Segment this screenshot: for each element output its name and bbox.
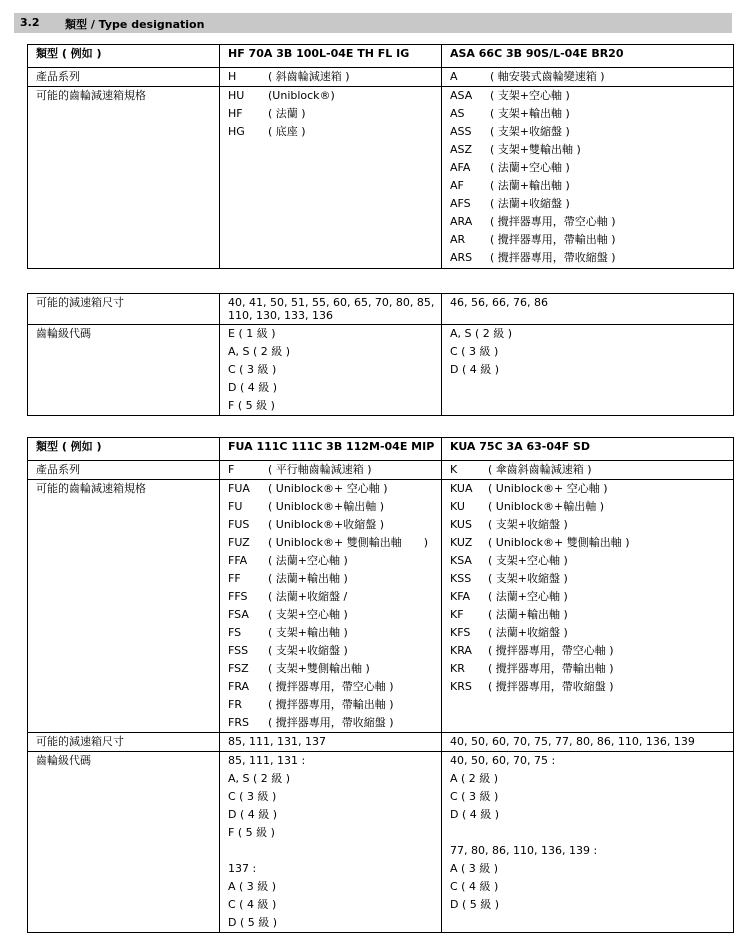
table-header-row xyxy=(28,45,734,68)
item-code: FR xyxy=(228,698,242,711)
item-description: ( 攪拌器專用，帶空心軸 ) xyxy=(268,680,394,693)
list-item xyxy=(450,642,733,660)
codes-asa xyxy=(442,325,734,416)
list-item: C ( 4 級 ) xyxy=(450,880,499,893)
list-item xyxy=(450,498,733,516)
sizes-row xyxy=(28,294,734,325)
series-row xyxy=(28,461,734,480)
item-description: ( 攪拌器專用，帶輸出軸 ) xyxy=(488,662,614,675)
item-description: ( 支架+收縮盤 ) xyxy=(268,644,348,657)
list-item: F ( 5 級 ) xyxy=(228,826,275,839)
item-description: ( 法蘭 ) xyxy=(268,107,306,120)
type-label: 類型 ( 例如 ) xyxy=(28,45,220,68)
item-description: ( 攪拌器專用，帶空心軸 ) xyxy=(488,644,614,657)
item-code: ASS xyxy=(450,125,472,138)
list-item xyxy=(450,534,733,552)
list-item xyxy=(450,624,733,642)
list-item xyxy=(450,123,733,141)
list-item xyxy=(450,660,733,678)
item-code: HG xyxy=(228,125,245,138)
item-code: FRS xyxy=(228,716,249,729)
item-description: ( 支架+收縮盤 ) xyxy=(488,518,568,531)
item-code: ARA xyxy=(450,215,473,228)
item-description: ( 支架+空心軸 ) xyxy=(488,554,568,567)
item-description: ( 支架+輸出軸 ) xyxy=(268,626,348,639)
list-item xyxy=(450,177,733,195)
item-code: KUS xyxy=(450,518,472,531)
versions-asa xyxy=(442,87,734,269)
item-code: KRS xyxy=(450,680,472,693)
item-code: KUA xyxy=(450,482,473,495)
series-fua: F ( 平行軸齒輪減速箱 ) xyxy=(220,461,442,480)
item-description: ( 法蘭+輸出軸 ) xyxy=(488,608,568,621)
list-item: C ( 4 級 ) xyxy=(228,898,277,911)
item-description: ( 支架+輸出軸 ) xyxy=(490,107,570,120)
list-item xyxy=(450,606,733,624)
list-item: A, S ( 2 級 ) xyxy=(228,345,291,358)
list-item: 137 : xyxy=(228,862,257,875)
item-description: ( Uniblock®+收縮盤 ) xyxy=(268,518,385,531)
item-code: FUS xyxy=(228,518,250,531)
type-example-asa: ASA 66C 3B 90S/L-04E BR20 xyxy=(442,45,734,68)
item-description: ( 支架+收縮盤 ) xyxy=(488,572,568,585)
versions-row xyxy=(28,480,734,733)
list-item: A ( 3 級 ) xyxy=(228,880,277,893)
item-description: ( 支架+雙側輸出軸 ) xyxy=(268,662,370,675)
item-description: ( 攪拌器專用，帶輸出軸 ) xyxy=(268,698,394,711)
list-item xyxy=(228,87,441,105)
list-item: C ( 3 級 ) xyxy=(450,345,499,358)
type-example-kua: KUA 75C 3A 63-04F SD xyxy=(442,438,734,461)
list-item xyxy=(228,606,441,624)
sizes-kua: 40, 50, 60, 70, 75, 77, 80, 86, 110, 136, 139 xyxy=(442,733,734,752)
item-description: ( 法蘭+空心軸 ) xyxy=(488,590,568,603)
item-description: ( 支架+空心軸 ) xyxy=(490,89,570,102)
codes-fua xyxy=(220,752,442,933)
item-code: FSS xyxy=(228,644,249,657)
item-description: ( 法蘭+空心軸 ) xyxy=(268,554,348,567)
codes-kua xyxy=(442,752,734,933)
item-code: AFA xyxy=(450,161,471,174)
type-example-hf: HF 70A 3B 100L-04E TH FL IG xyxy=(220,45,442,68)
item-code: FSZ xyxy=(228,662,249,675)
item-code: FSA xyxy=(228,608,249,621)
list-item: C ( 3 級 ) xyxy=(450,790,499,803)
item-description: ( 法蘭+輸出軸 ) xyxy=(268,572,348,585)
list-item xyxy=(228,480,441,498)
item-description: ( 法蘭+收縮盤 ) xyxy=(488,626,568,639)
sizes-label: 可能的減速箱尺寸 xyxy=(28,294,220,325)
item-description: ( 法蘭+輸出軸 ) xyxy=(490,179,570,192)
item-description: ( 支架+空心軸 ) xyxy=(268,608,348,621)
type-label: 類型 ( 例如 ) xyxy=(28,438,220,461)
list-item xyxy=(450,570,733,588)
item-description: ( 攪拌器專用，帶收縮盤 ) xyxy=(488,680,614,693)
item-code: KR xyxy=(450,662,465,675)
list-item xyxy=(228,570,441,588)
list-item: D ( 4 級 ) xyxy=(228,381,278,394)
list-item xyxy=(228,588,441,606)
list-item xyxy=(450,195,733,213)
item-code: FUA xyxy=(228,482,250,495)
list-item xyxy=(450,588,733,606)
item-code: FRA xyxy=(228,680,250,693)
list-item: 40, 50, 60, 70, 75 : xyxy=(450,754,556,767)
versions-row xyxy=(28,87,734,269)
item-description: ( 法蘭+收縮盤 / xyxy=(268,590,348,603)
list-item xyxy=(450,141,733,159)
section-number: 3.2 xyxy=(20,16,40,29)
item-code: KRA xyxy=(450,644,472,657)
item-code: KUZ xyxy=(450,536,473,549)
item-code: FU xyxy=(228,500,243,513)
item-code: KSS xyxy=(450,572,472,585)
list-item xyxy=(450,87,733,105)
list-item xyxy=(228,696,441,714)
list-item xyxy=(450,678,733,696)
list-item xyxy=(450,213,733,231)
sizes-asa: 46, 56, 66, 76, 86 xyxy=(442,294,734,325)
series-label: 產品系列 xyxy=(28,461,220,480)
list-item: D ( 4 級 ) xyxy=(228,808,278,821)
item-description: ( Uniblock®+輸出軸 ) xyxy=(488,500,605,513)
item-code: AFS xyxy=(450,197,471,210)
list-item xyxy=(228,678,441,696)
list-item: C ( 3 級 ) xyxy=(228,790,277,803)
list-item xyxy=(228,552,441,570)
list-item: D ( 4 級 ) xyxy=(450,363,500,376)
list-item xyxy=(450,552,733,570)
list-item: D ( 5 級 ) xyxy=(228,916,278,929)
item-description: ( 攪拌器專用，帶收縮盤 ) xyxy=(490,251,616,264)
item-code: KU xyxy=(450,500,465,513)
item-code: FF xyxy=(228,572,241,585)
item-code: FS xyxy=(228,626,242,639)
item-description: ( Uniblock®+ 空心軸 ) xyxy=(268,482,388,495)
list-item: C ( 3 級 ) xyxy=(228,363,277,376)
item-description: ( 法蘭+空心軸 ) xyxy=(490,161,570,174)
series-asa: A ( 軸安裝式齒輪變速箱 ) xyxy=(442,68,734,87)
item-description: ( 攪拌器專用，帶空心軸 ) xyxy=(490,215,616,228)
list-item xyxy=(450,480,733,498)
list-item xyxy=(450,231,733,249)
list-item xyxy=(228,714,441,732)
versions-label: 可能的齒輪減速箱規格 xyxy=(28,480,220,733)
versions-kua xyxy=(442,480,734,733)
list-item xyxy=(228,624,441,642)
list-item xyxy=(228,498,441,516)
list-item: 77, 80, 86, 110, 136, 139 : xyxy=(450,844,598,857)
series-label: 產品系列 xyxy=(28,68,220,87)
item-description: ( 支架+收縮盤 ) xyxy=(490,125,570,138)
list-item: A, S ( 2 級 ) xyxy=(228,772,291,785)
item-description: ( 攪拌器專用，帶輸出軸 ) xyxy=(490,233,616,246)
sizes-label: 可能的減速箱尺寸 xyxy=(28,733,220,752)
spacer xyxy=(450,824,733,842)
item-description: ( Uniblock®+輸出軸 ) xyxy=(268,500,385,513)
type-table-fua-kua xyxy=(27,437,734,933)
codes-label: 齒輪級代碼 xyxy=(28,325,220,416)
item-description: ( Uniblock®+ 雙側輸出軸 ) xyxy=(268,536,429,549)
size-table-hf-asa xyxy=(27,293,734,416)
item-code: KFS xyxy=(450,626,471,639)
codes-row xyxy=(28,325,734,416)
item-code: KF xyxy=(450,608,464,621)
list-item: A, S ( 2 級 ) xyxy=(450,327,513,340)
item-description: ( 法蘭+收縮盤 ) xyxy=(490,197,570,210)
list-item xyxy=(228,642,441,660)
list-item xyxy=(450,516,733,534)
item-code: HF xyxy=(228,107,243,120)
sizes-fua: 85, 111, 131, 137 xyxy=(220,733,442,752)
list-item xyxy=(450,105,733,123)
list-item xyxy=(450,159,733,177)
section-header xyxy=(14,13,732,33)
sizes-row xyxy=(28,733,734,752)
table-header-row xyxy=(28,438,734,461)
item-description: ( 底座 ) xyxy=(268,125,306,138)
list-item: E ( 1 級 ) xyxy=(228,327,276,340)
series-row xyxy=(28,68,734,87)
versions-label: 可能的齒輪減速箱規格 xyxy=(28,87,220,269)
item-description: ( Uniblock®+ 空心軸 ) xyxy=(488,482,608,495)
item-code: AS xyxy=(450,107,465,120)
item-description: ( 攪拌器專用，帶收縮盤 ) xyxy=(268,716,394,729)
list-item: F ( 5 級 ) xyxy=(228,399,275,412)
item-description: ( Uniblock®+ 雙側輸出軸 ) xyxy=(488,536,630,549)
item-code: HU xyxy=(228,89,245,102)
series-hf: H ( 斜齒輪減速箱 ) xyxy=(220,68,442,87)
series-kua: K ( 傘齒斜齒輪減速箱 ) xyxy=(442,461,734,480)
item-code: AF xyxy=(450,179,464,192)
spacer xyxy=(228,842,441,860)
list-item xyxy=(228,105,441,123)
sizes-hf: 40, 41, 50, 51, 55, 60, 65, 70, 80, 85, 110, 130, 133, 136 xyxy=(220,294,442,325)
list-item xyxy=(228,660,441,678)
list-item xyxy=(228,534,441,552)
item-code: KFA xyxy=(450,590,471,603)
type-example-fua: FUA 111C 111C 3B 112M-04E MIP xyxy=(220,438,442,461)
codes-hf xyxy=(220,325,442,416)
list-item xyxy=(450,249,733,267)
item-code: KSA xyxy=(450,554,472,567)
codes-row xyxy=(28,752,734,933)
item-code: FFA xyxy=(228,554,248,567)
item-description: ( 支架+雙輸出軸 ) xyxy=(490,143,581,156)
section-title: 類型 / Type designation xyxy=(65,18,205,31)
versions-fua xyxy=(220,480,442,733)
list-item: 85, 111, 131 : xyxy=(228,754,306,767)
item-code: FFS xyxy=(228,590,248,603)
item-code: ASZ xyxy=(450,143,473,156)
versions-hf xyxy=(220,87,442,269)
list-item: A ( 2 級 ) xyxy=(450,772,499,785)
item-description: (Uniblock®) xyxy=(268,89,335,102)
item-code: FUZ xyxy=(228,536,250,549)
item-code: ASA xyxy=(450,89,473,102)
list-item: D ( 4 級 ) xyxy=(450,808,500,821)
item-code: ARS xyxy=(450,251,473,264)
list-item xyxy=(228,516,441,534)
list-item: D ( 5 級 ) xyxy=(450,898,500,911)
codes-label: 齒輪級代碼 xyxy=(28,752,220,933)
item-code: AR xyxy=(450,233,466,246)
list-item xyxy=(228,123,441,141)
type-table-hf-asa xyxy=(27,44,734,269)
list-item: A ( 3 級 ) xyxy=(450,862,499,875)
